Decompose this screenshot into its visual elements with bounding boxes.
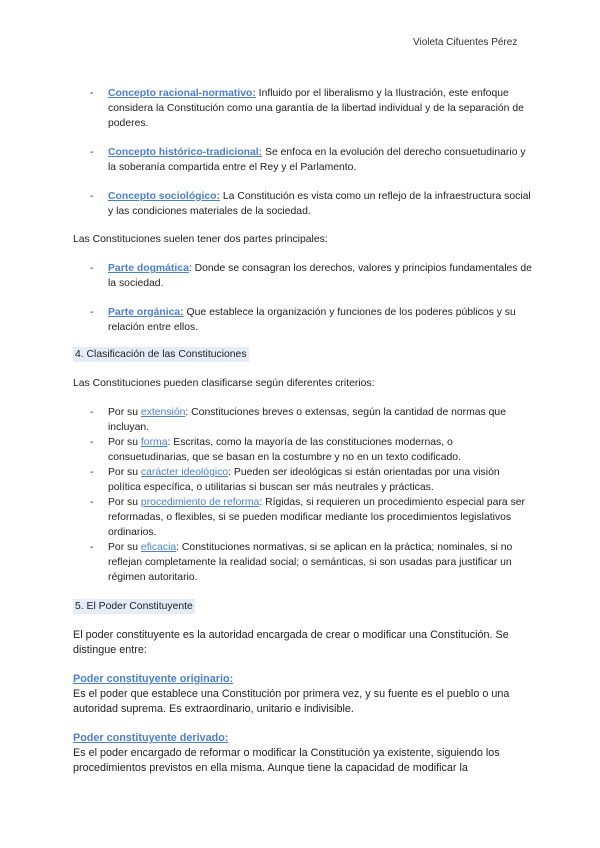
derived-power-block <box>73 731 533 776</box>
classification-text: : Escritas, como la mayoría de las constituciones modernas, o consuetudinarias, que se basan en la costumbre y no en un texto codificado. <box>108 437 461 463</box>
concept-list <box>73 86 533 219</box>
original-power-block <box>73 672 533 717</box>
classification-text: : Rígidas, si requieren un procedimiento especial para ser reformadas, o flexibles, si se pueden modificar mediante los procedimientos legislativos ordinarios. <box>108 497 526 538</box>
classification-term: extensión <box>140 407 186 418</box>
classification-term: carácter ideológico <box>140 467 229 478</box>
part-term: Parte orgánica: <box>108 307 184 318</box>
concept-term: Concepto sociológico: <box>108 191 220 202</box>
classification-text: : Constituciones breves o extensas, según la cantidad de normas que incluyan. <box>108 407 506 433</box>
item-prefix: Por su <box>108 542 141 553</box>
list-item <box>73 435 533 465</box>
part-text: Que establece la organización y funciones de los poderes públicos y su relación entre ellos. <box>108 307 516 333</box>
item-prefix: Por su <box>108 497 141 508</box>
list-item <box>73 86 533 131</box>
classification-term: eficacia <box>140 542 177 553</box>
concept-term: Concepto histórico-tradicional: <box>108 147 263 158</box>
section-5-intro: El poder constituyente es la autoridad encargada de crear o modificar una Constitución. Se distingue entre: <box>73 629 509 656</box>
item-prefix: Por su <box>108 407 141 418</box>
list-item <box>73 189 533 219</box>
concept-text: Se enfoca en la evolución del derecho consuetudinario y la soberanía compartida entre el Rey y el Parlamento. <box>108 147 526 173</box>
section-4-heading: 4. Clasificación de las Constituciones <box>75 349 247 360</box>
original-power-text: Es el poder que establece una Constitución por primera vez, y su fuente es el pueblo o una autoridad suprema. Es extraordinario, unitario e indivisible. <box>73 688 510 715</box>
classification-term: forma <box>140 437 168 448</box>
concept-text: La Constitución es vista como un reflejo de la infraestructura social y las condiciones materiales de la sociedad. <box>108 191 531 217</box>
section-4-intro: Las Constituciones pueden clasificarse según diferentes criterios: <box>73 378 375 389</box>
part-term: Parte dogmática <box>108 263 189 274</box>
parts-list <box>73 261 533 335</box>
list-item <box>73 261 533 291</box>
concept-term: Concepto racional-normativo: <box>108 88 256 99</box>
list-item <box>73 145 533 175</box>
classification-text: : Constituciones normativas, si se aplican en la práctica; nominales, si no reflejan completamente la realidad social; o semánticas, si son usadas para justificar un régimen autoritario. <box>108 542 513 583</box>
classification-term: procedimiento de reforma <box>140 497 260 508</box>
classification-list <box>73 405 533 585</box>
author-name: Violeta Cifuentes Pérez <box>413 37 518 48</box>
parts-intro: Las Constituciones suelen tener dos partes principales: <box>73 234 328 245</box>
item-prefix: Por su <box>108 437 141 448</box>
concept-text: Influido por el liberalismo y la Ilustración, este enfoque considera la Constitución como una garantía de la libertad individual y de la separación de poderes. <box>108 88 524 129</box>
original-power-term: Poder constituyente originario: <box>73 673 234 685</box>
section-5-heading: 5. El Poder Constituyente <box>75 601 193 612</box>
document-body <box>73 86 533 776</box>
derived-power-text: Es el poder encargado de reformar o modificar la Constitución ya existente, siguiendo los procedimientos previstos en ella misma. Aunque tiene la capacidad de modificar la <box>73 747 500 774</box>
item-prefix: Por su <box>108 467 141 478</box>
list-item <box>73 405 533 435</box>
list-item <box>73 495 533 540</box>
derived-power-term: Poder constituyente derivado: <box>73 732 229 744</box>
list-item <box>73 540 533 585</box>
list-item <box>73 305 533 335</box>
part-text: : Donde se consagran los derechos, valores y principios fundamentales de la sociedad. <box>108 263 532 289</box>
list-item <box>73 465 533 495</box>
classification-text: : Pueden ser ideológicas si están orientadas por una visión política específica, o utilitarias si buscan ser más neutrales y prácticas. <box>108 467 500 493</box>
